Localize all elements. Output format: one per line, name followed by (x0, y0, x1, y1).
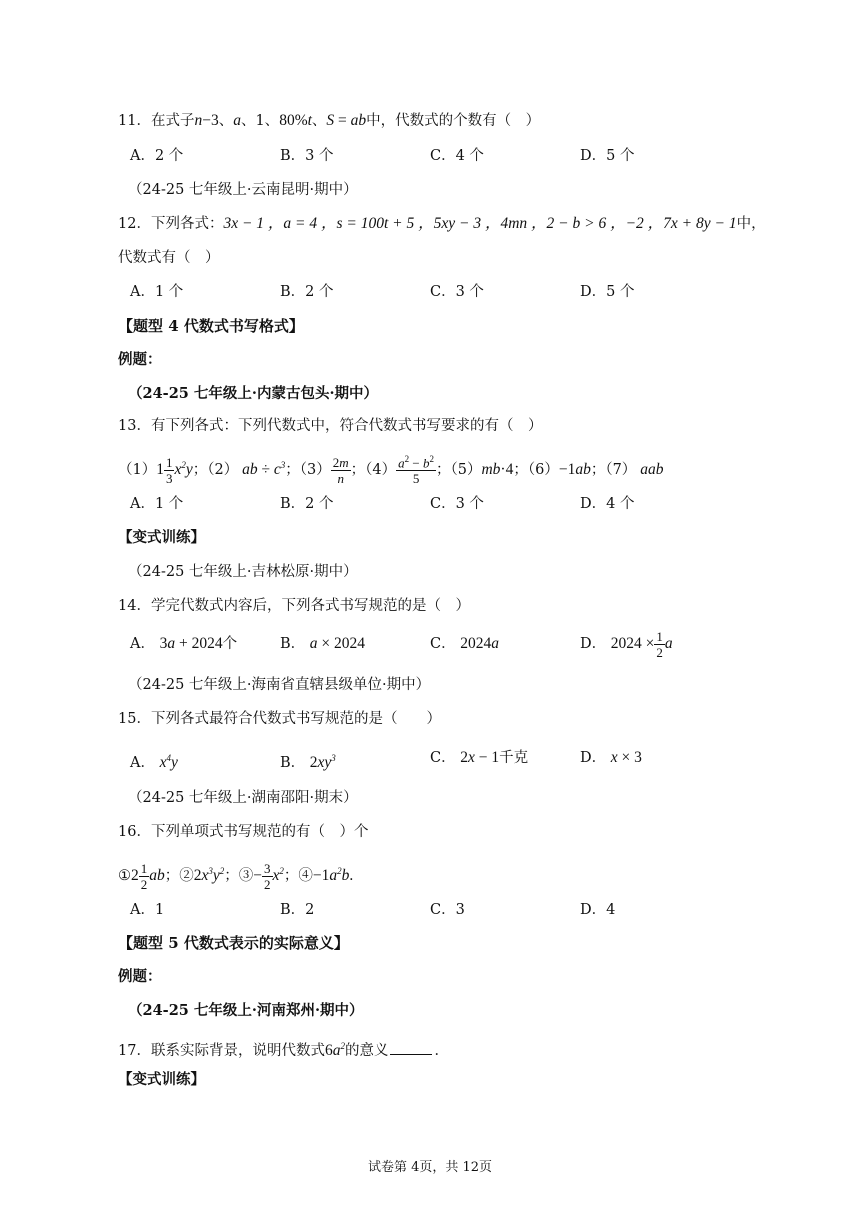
q12-option-d: D．5 个 (580, 284, 635, 300)
question-15: 15．下列各式最符合代数式书写规范的是（ ） (118, 711, 441, 727)
q12-prefix: 12．下列各式： (118, 216, 224, 232)
q11-option-d: D．5 个 (580, 148, 635, 164)
q11-expr-a: a (233, 112, 241, 129)
q14-option-b: B． a × 2024 (280, 635, 366, 652)
q13-option-c: C．3 个 (430, 496, 484, 512)
q14-option-c: C． 2024a (430, 635, 499, 652)
option-letter: D． (580, 636, 607, 652)
q11-expr-ab: ab (350, 112, 367, 129)
q11-sep: 、 (311, 113, 327, 129)
q15-unit: 千克 (499, 750, 529, 766)
q13-item-label: ；（6） (513, 462, 559, 479)
question-14: 14．学完代数式内容后，下列各式书写规范的是（ ） (118, 598, 470, 614)
q13-item-label: ；（5） (435, 462, 482, 479)
q16-option-a: A．1 (130, 902, 165, 918)
option-letter: C． (430, 750, 456, 766)
q13-option-b: B．2 个 (280, 496, 334, 512)
question-12 (118, 214, 766, 234)
q15-option-a: A． $x^4y$ (130, 753, 178, 772)
q16-mark: ；③ (224, 868, 254, 885)
source-label: （24-25 七年级上·海南省直辖县级单位·期中） (128, 677, 431, 693)
q11-expr-s: S (326, 112, 335, 129)
q16-option-d: D．4 (580, 902, 616, 918)
q15-option-c: C． 2x − 1千克 (430, 749, 529, 766)
q11-sep: 、 (218, 113, 234, 129)
q11-expr-n: n (194, 112, 203, 129)
option-letter: D． (580, 750, 607, 766)
q11-sep: 、1、 (240, 113, 280, 129)
section-title: 【题型 4 代数式书写格式】 (118, 317, 304, 335)
q16-option-b: B．2 (280, 902, 315, 918)
option-letter: C． (430, 636, 456, 652)
page-footer: 试卷第 4页，共 12页 (367, 1160, 493, 1175)
option-letter: B． (280, 636, 306, 652)
q16-mark: ；② (164, 868, 194, 885)
q16-items: ①2 $\frac{1}{2}$ ab；$②2x^3y^2$；③− $\frac{3}{2}$ $x^2$；$④-1a^2b$. (118, 860, 354, 892)
option-letter: A． (130, 636, 155, 652)
variant-label: 【变式训练】 (118, 529, 205, 546)
q13-item-label: ；（7） (590, 462, 637, 479)
q12-option-c: C．3 个 (430, 284, 484, 300)
q13-item-label: ；（3） (285, 462, 331, 479)
q15-option-d: D． x × 3 (580, 749, 642, 766)
question-17: 17．联系实际背景，说明代数式$6a^2$的意义 ． (118, 1041, 449, 1060)
question-16: 16．下列单项式书写规范的有（ ）个 (118, 824, 369, 840)
source-label: （24-25 七年级上·湖南邵阳·期末） (128, 790, 358, 806)
q13-fraction: $\frac{a^2 - b^2}{5}$ (398, 453, 434, 487)
q14-option-d: D． 2024 × $\frac{1}{2}$ a (580, 628, 673, 660)
answer-blank[interactable] (390, 1054, 432, 1055)
q11-option-c: C．4 个 (430, 148, 484, 164)
q11-expr-n-minus: −3 (202, 112, 219, 129)
q13-item-label: ；（2） (192, 462, 239, 479)
q13-fraction: $\frac{2m}{n}$ (332, 454, 349, 486)
source-label: （24-25 七年级上·吉林松原·期中） (128, 564, 358, 580)
variant-label: 【变式训练】 (118, 1071, 205, 1088)
q11-option-a: A．2 个 (130, 148, 184, 164)
example-label: 例题： (118, 351, 162, 368)
source-label: （24-25 七年级上·内蒙古包头·期中） (128, 385, 379, 402)
q17-suffix: 的意义 (344, 1043, 389, 1060)
example-label: 例题： (118, 968, 162, 985)
q12-expressions: 3x − 1 ，a = 4 ，s = 100t + 5 ，5xy − 3 ，4mn ，2 − b > 6 ，−2 ，7x + 8y − 1 (223, 215, 737, 232)
q12-option-b: B．2 个 (280, 284, 334, 300)
q11-option-b: B．3 个 (280, 148, 334, 164)
q16-option-c: C．3 (430, 902, 465, 918)
q17-end: ． (434, 1043, 449, 1060)
q11-expr-percent: 80% (279, 112, 308, 129)
q12-line2: 代数式有（ ） (118, 250, 220, 266)
q11-expr-eq: = (334, 112, 351, 129)
q11-expr-t: t (307, 112, 312, 129)
source-label: （24-25 七年级上·河南郑州·期中） (128, 1002, 364, 1019)
q13-item-label: ；（4） (350, 462, 397, 479)
section-title: 【题型 5 代数式表示的实际意义】 (118, 934, 349, 952)
q14-option-a: A． 3a + 2024个 (130, 635, 238, 652)
q12-suffix: 中， (736, 216, 766, 232)
q16-mark: ；④ (283, 868, 313, 885)
q17-prefix: 17．联系实际背景，说明代数式 (118, 1043, 325, 1060)
q13-item-label: （1） (118, 462, 157, 479)
q13-fraction: $\frac{1}{3}$ (165, 454, 173, 486)
q11-prefix: 11．在式子 (118, 113, 195, 129)
q16-mark: ① (118, 868, 131, 885)
q13-option-a: A．1 个 (130, 496, 184, 512)
q12-option-a: A．1 个 (130, 284, 184, 300)
q11-suffix: 中，代数式的个数有（ ） (366, 113, 541, 129)
option-letter: A． (130, 755, 155, 772)
question-13: 13．有下列各式：下列代数式中，符合代数式书写要求的有（ ） (118, 418, 543, 434)
question-11 (118, 111, 540, 131)
option-letter: B． (280, 755, 306, 772)
q15-option-b: B． $2xy^3$ (280, 753, 336, 772)
source-label: （24-25 七年级上·云南昆明·期中） (128, 182, 358, 198)
q14-unit: 个 (222, 636, 238, 652)
q13-option-d: D．4 个 (580, 496, 635, 512)
q13-items: （1）1 $\frac{1}{3}$ $x^2y$；（2） ab ÷ $c^3$；（3） $\frac{2m}{n}$ ；（4） $\frac{a^2 - b^2}{5}$ ；（5）mb·4；（6）−1ab；（7） aab (118, 453, 664, 487)
